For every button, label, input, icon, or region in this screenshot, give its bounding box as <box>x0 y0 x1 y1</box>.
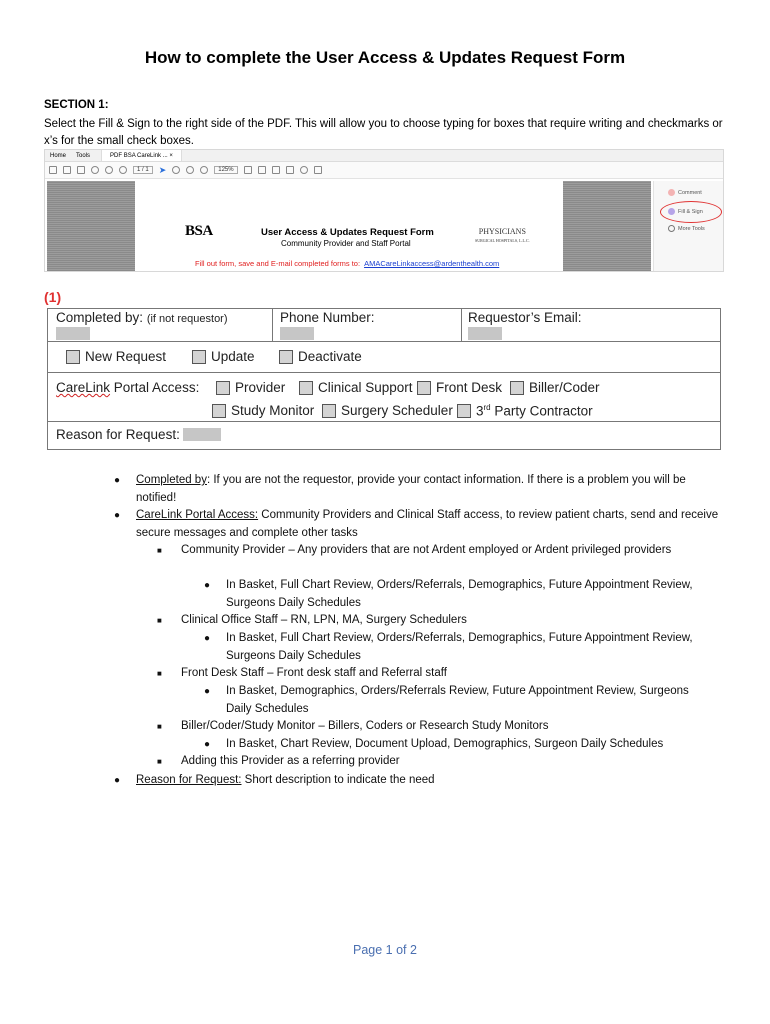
list-item <box>114 772 726 790</box>
form-row-request-type <box>48 342 720 373</box>
physicians-logo <box>475 227 530 245</box>
form-row-reason <box>48 422 720 450</box>
checkbox-box[interactable] <box>510 381 524 395</box>
bullet-square: ■ <box>157 722 162 731</box>
bullet-label: Reason for Request: <box>136 774 242 786</box>
list-item <box>157 542 721 560</box>
print-icon <box>63 166 71 174</box>
sub-bullet-text: Biller/Coder/Study Monitor – Billers, Coders or Research Study Monitors <box>181 720 549 732</box>
pane-fill-sign <box>668 208 703 215</box>
bullet-dot: ● <box>114 475 121 486</box>
sub-sub-bullet-text: In Basket, Demographics, Orders/Referrals Review, Future Appointment Review, Surgeons Daily Schedules <box>226 685 689 715</box>
acrobat-toolbar <box>45 162 723 179</box>
save-icon <box>49 166 57 174</box>
checkbox-box[interactable] <box>299 381 313 395</box>
form-row-portal-access <box>48 373 720 422</box>
comment-icon <box>300 166 308 174</box>
checkbox-box[interactable] <box>66 350 80 364</box>
acrobat-menubar <box>45 150 723 162</box>
checkbox-box[interactable] <box>216 381 230 395</box>
fill-sign-icon <box>668 208 675 215</box>
pane-more-tools-label: More Tools <box>678 225 705 232</box>
comment-pane-icon <box>668 189 675 196</box>
third-party-num: 3 <box>476 403 484 419</box>
crop-icon <box>244 166 252 174</box>
pane-fill-sign-label: Fill & Sign <box>678 208 703 215</box>
document-tab: PDF BSA CareLink ... × <box>101 150 182 161</box>
tools-pane <box>653 181 724 272</box>
zoom-in-icon <box>200 166 208 174</box>
email-instruction <box>195 259 499 268</box>
checkbox-deactivate[interactable] <box>279 349 362 364</box>
sub-bullet-text: Community Provider – Any providers that are not Ardent employed or Ardent privileged providers <box>181 544 672 556</box>
page-footer: Page 1 of 2 <box>353 943 417 957</box>
email-instruction-text: Fill out form, save and E-mail completed forms to: <box>195 259 361 268</box>
bullet-text: Short description to indicate the need <box>241 774 435 786</box>
page-title: How to complete the User Access & Updates Request Form <box>144 48 626 67</box>
bullet-square: ■ <box>157 757 162 766</box>
checkbox-label: Clinical Support <box>318 380 413 395</box>
list-item <box>204 683 696 718</box>
checkbox-label: Update <box>211 349 255 364</box>
list-item <box>157 753 721 771</box>
checkbox-biller-coder[interactable] <box>510 380 600 395</box>
sub-bullet-text: Front Desk Staff – Front desk staff and Referral staff <box>181 667 447 679</box>
list-item <box>114 472 726 507</box>
preview-form-title: User Access & Updates Request Form <box>261 227 434 238</box>
pen-icon <box>314 166 322 174</box>
checkbox-third-party[interactable] <box>457 403 593 419</box>
checkbox-label: Study Monitor <box>231 403 315 418</box>
bullet-dot: ● <box>204 739 211 750</box>
pane-comment-label: Comment <box>678 189 702 196</box>
acrobat-screenshot <box>44 149 724 272</box>
bullet-dot: ● <box>204 686 211 697</box>
bullet-dot: ● <box>114 775 121 786</box>
checkbox-label: Deactivate <box>298 349 362 364</box>
bullet-label: Completed by <box>136 474 207 486</box>
phone-label: Phone Number: <box>280 310 375 325</box>
bullet-dot: ● <box>204 633 211 644</box>
checkbox-box[interactable] <box>279 350 293 364</box>
completed-by-field[interactable] <box>56 327 90 340</box>
reason-field[interactable] <box>183 428 221 441</box>
section-instructions: Select the Fill & Sign to the right side of the PDF. This will allow you to choose typing for boxes that require writing and checkmarks or x’s for the small check boxes. <box>44 118 723 147</box>
physicians-logo-text: PHYSICIANS <box>478 227 526 236</box>
list-item <box>204 577 726 612</box>
sub-sub-bullet-text: In Basket, Full Chart Review, Orders/Referrals, Demographics, Future Appointment Review, Surgeons Daily Schedules <box>226 632 693 662</box>
checkbox-label <box>476 403 593 419</box>
third-party-text: Party Contractor <box>490 403 593 419</box>
checkbox-provider[interactable] <box>216 380 285 395</box>
step-marker: (1) <box>44 289 62 305</box>
completed-by-text: Completed by: <box>56 310 144 325</box>
select-pointer-icon: ➤ <box>158 164 167 175</box>
checkbox-box[interactable] <box>212 404 226 418</box>
checkbox-label: Biller/Coder <box>529 380 600 395</box>
bsa-logo: BSA <box>185 223 213 239</box>
email-link: AMACareLinkaccess@ardenthealth.com <box>364 259 500 268</box>
checkbox-study-monitor[interactable] <box>212 403 314 418</box>
third-party-sup: rd <box>483 403 491 412</box>
list-item <box>114 507 726 542</box>
checkbox-box[interactable] <box>322 404 336 418</box>
form-row-contact <box>48 309 720 342</box>
checkbox-surgery-scheduler[interactable] <box>322 403 453 418</box>
section-heading: SECTION 1: <box>44 99 109 111</box>
checkbox-clinical-support[interactable] <box>299 380 413 395</box>
portal-access-label <box>56 380 199 395</box>
preview-form-subtitle: Community Provider and Staff Portal <box>281 239 411 248</box>
bullet-dot: ● <box>114 510 121 521</box>
pane-more-tools <box>668 225 705 232</box>
menu-home: Home <box>50 153 67 159</box>
list-item <box>204 736 726 754</box>
tools-icon <box>286 166 294 174</box>
bullet-label: CareLink Portal Access: <box>136 509 259 521</box>
checkbox-new-request[interactable] <box>66 349 166 364</box>
checkbox-box[interactable] <box>192 350 206 364</box>
pane-comment <box>668 189 702 196</box>
checkbox-label: Surgery Scheduler <box>341 403 453 418</box>
bullet-square: ■ <box>157 546 162 555</box>
page-view-icon <box>258 166 266 174</box>
bullet-dot: ● <box>204 580 211 591</box>
page-down-icon <box>119 166 127 174</box>
physicians-logo-sub: SURGICAL HOSPITALS, L.L.C. <box>475 238 530 243</box>
fit-icon <box>272 166 280 174</box>
hand-icon <box>172 166 180 174</box>
menu-tools: Tools <box>76 153 91 159</box>
email-field[interactable] <box>468 327 502 340</box>
phone-field[interactable] <box>280 327 314 340</box>
bullet-text: Community Providers and Clinical Staff access, to review patient charts, send and receive secure messages and complete other tasks <box>136 509 719 539</box>
sub-bullet-text: Adding this Provider as a referring provider <box>181 755 400 767</box>
zoom-level: 125% <box>214 166 237 174</box>
bullet-text: : If you are not the requestor, provide your contact information. If there is a problem you will be notified! <box>136 474 686 504</box>
portal-access-text: Portal Access: <box>110 380 200 395</box>
carelink-word: CareLink <box>56 380 111 395</box>
checkbox-label: New Request <box>85 349 167 364</box>
more-tools-icon <box>668 225 675 232</box>
checkbox-box[interactable] <box>417 381 431 395</box>
bullet-square: ■ <box>157 616 162 625</box>
list-item <box>157 612 721 630</box>
list-item <box>157 665 721 683</box>
gray-margin-left <box>47 181 135 271</box>
list-item <box>157 718 721 736</box>
completed-by-label <box>56 310 228 325</box>
sub-sub-bullet-text: In Basket, Chart Review, Document Upload, Demographics, Surgeon Daily Schedules <box>226 738 664 750</box>
completed-by-note: (if not requestor) <box>146 313 228 325</box>
list-item <box>204 630 726 665</box>
search-icon <box>91 166 99 174</box>
bullet-square: ■ <box>157 669 162 678</box>
reason-label: Reason for Request: <box>56 427 180 442</box>
sub-bullet-text: Clinical Office Staff – RN, LPN, MA, Surgery Schedulers <box>181 614 467 626</box>
sub-sub-bullet-text: In Basket, Full Chart Review, Orders/Referrals, Demographics, Future Appointment Review, Surgeons Daily Schedules <box>226 579 693 609</box>
checkbox-box[interactable] <box>457 404 471 418</box>
email-label: Requestor’s Email: <box>468 310 582 325</box>
zoom-out-icon <box>186 166 194 174</box>
checkbox-front-desk[interactable] <box>417 380 502 395</box>
gray-margin-right <box>563 181 651 271</box>
checkbox-label: Front Desk <box>436 380 503 395</box>
page-up-icon <box>105 166 113 174</box>
mail-icon <box>77 166 85 174</box>
checkbox-label: Provider <box>235 380 286 395</box>
form-excerpt <box>47 308 721 450</box>
page-number-field: 1 / 1 <box>133 166 153 174</box>
divider <box>272 309 273 342</box>
checkbox-update[interactable] <box>192 349 255 364</box>
divider <box>461 309 462 342</box>
